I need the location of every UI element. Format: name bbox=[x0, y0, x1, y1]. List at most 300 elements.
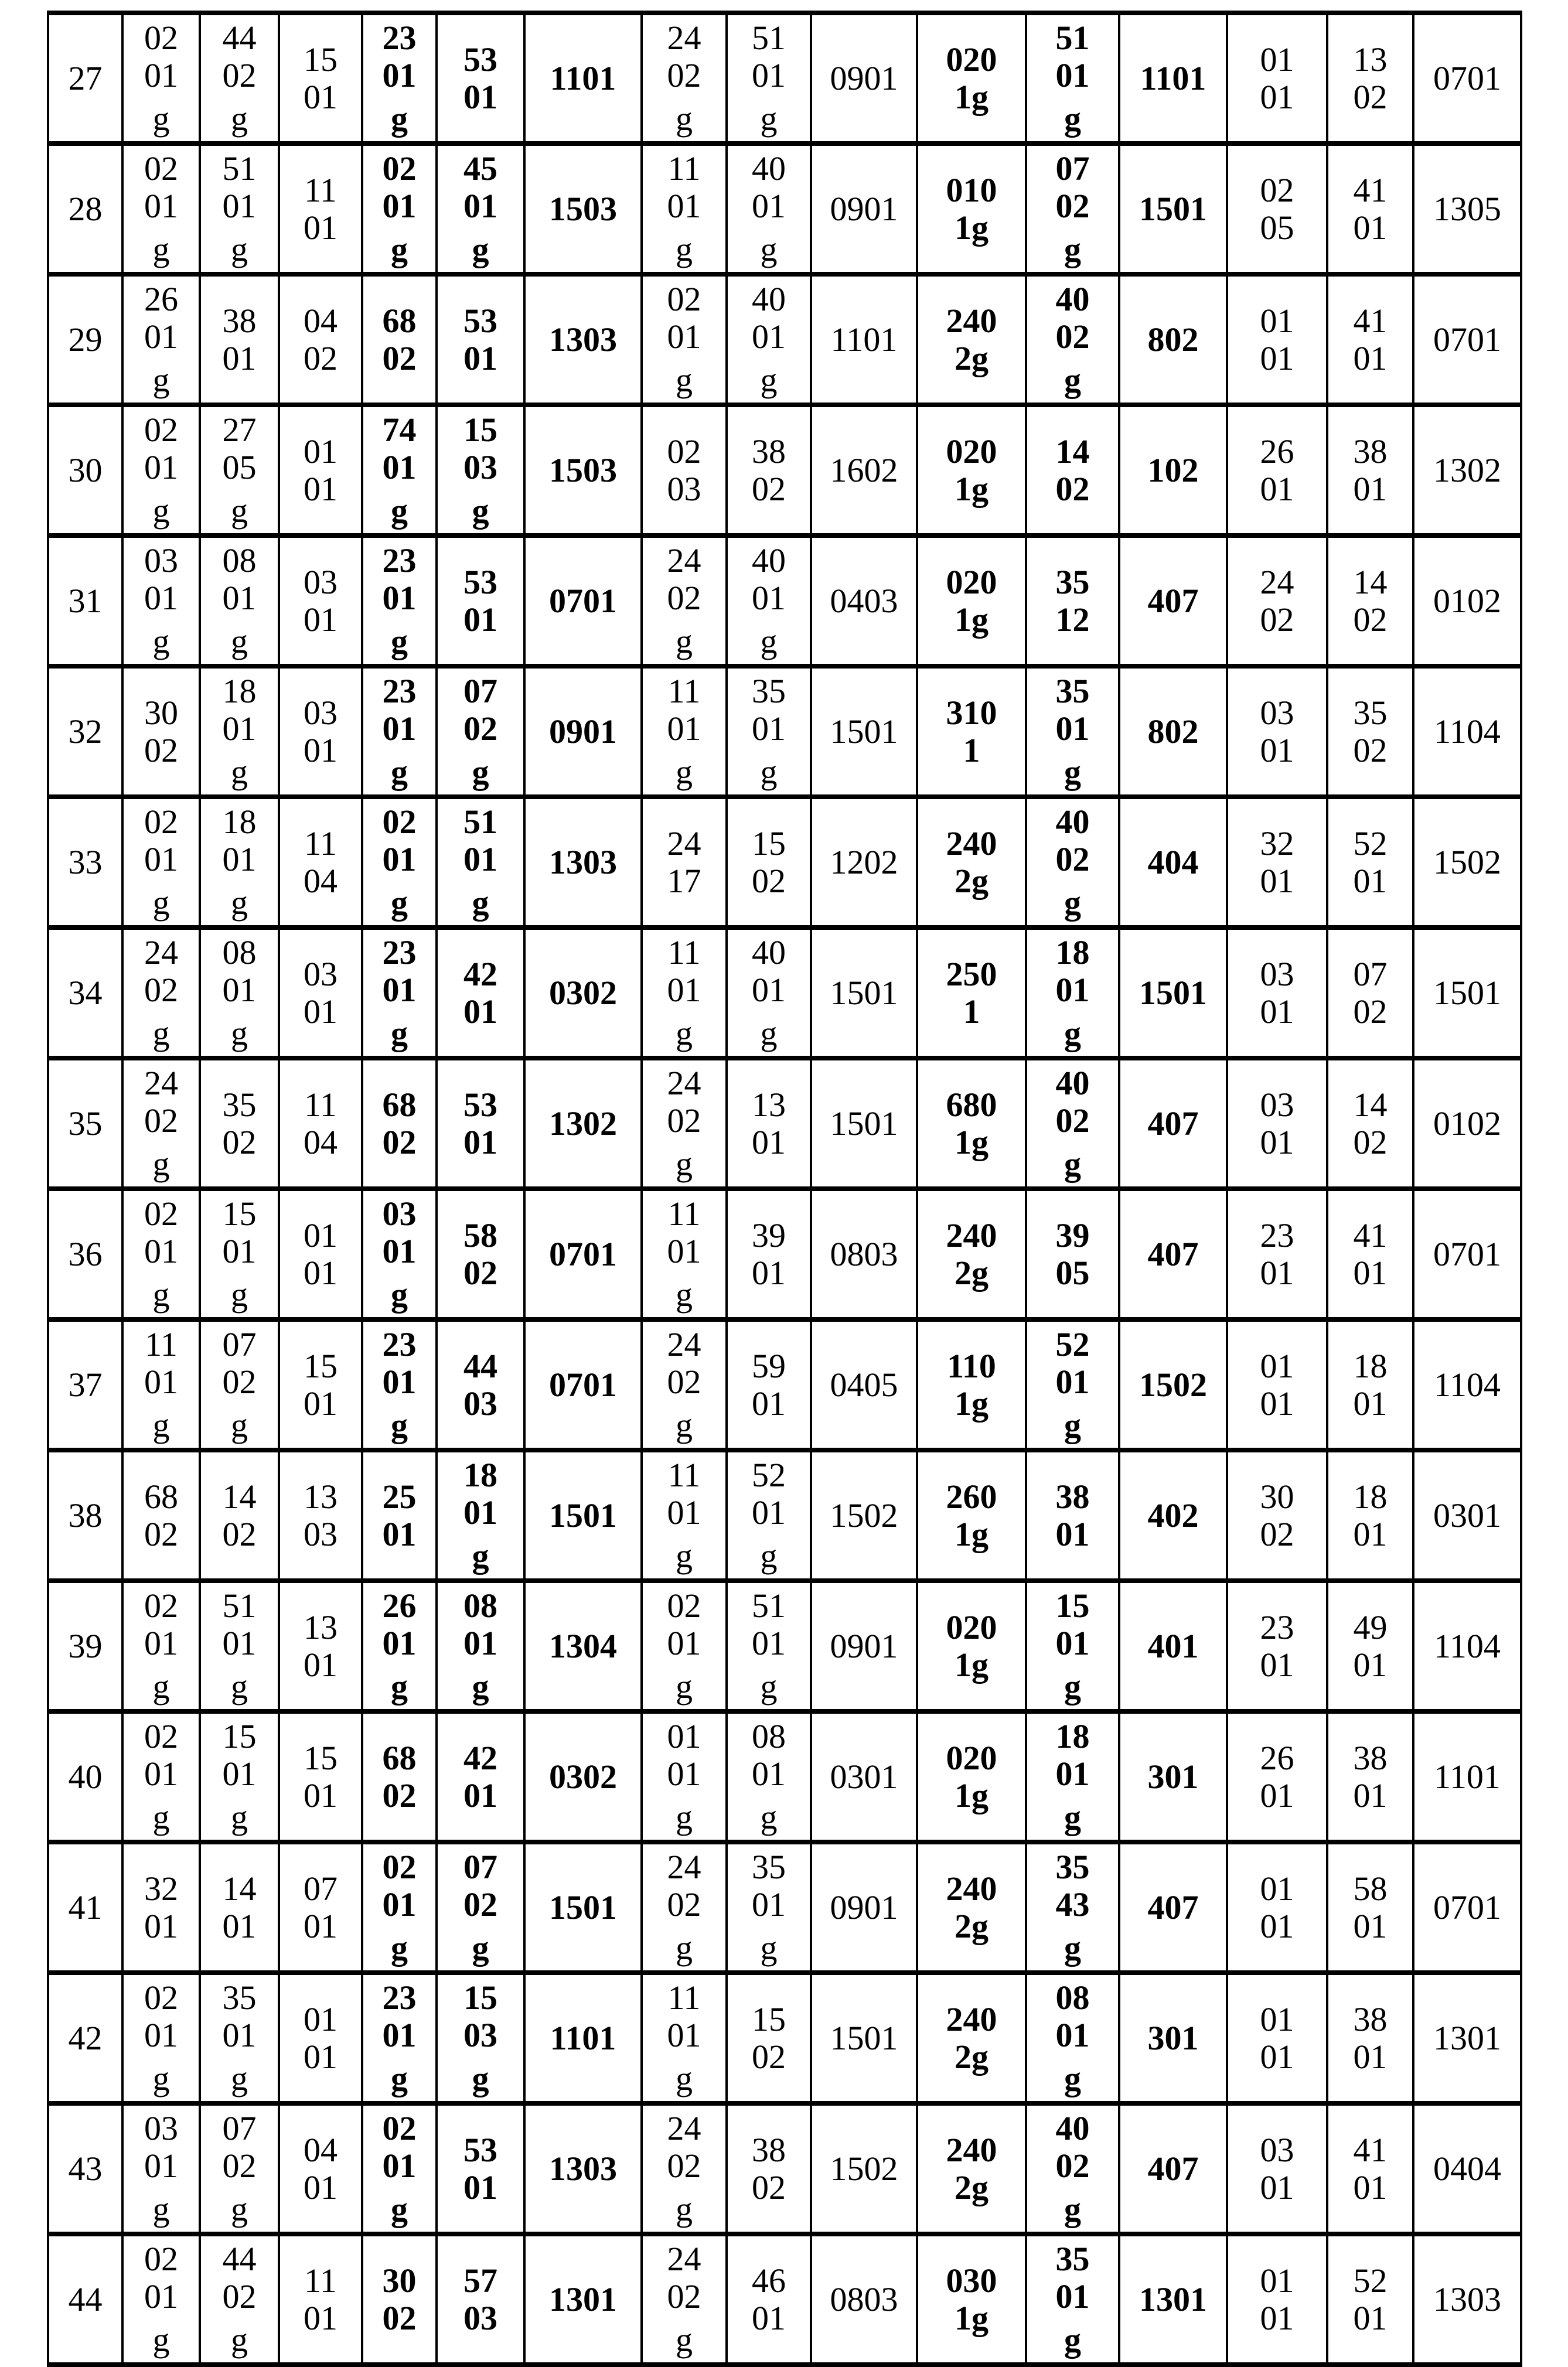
row-number-cell bbox=[48, 1319, 122, 1450]
code-line: 30 bbox=[144, 693, 178, 732]
code-cell bbox=[1227, 1450, 1327, 1581]
code-line: 01 bbox=[667, 1232, 701, 1270]
code-line: 02 bbox=[1353, 600, 1388, 639]
code-line: 01 bbox=[1353, 2298, 1388, 2337]
code-line: 36 bbox=[68, 1234, 103, 1273]
code-line: 1501 bbox=[549, 1496, 617, 1534]
row-number-cell bbox=[48, 1711, 122, 1842]
code-cell bbox=[524, 1973, 642, 2103]
code-line: 52 bbox=[1353, 2261, 1388, 2300]
code-cell bbox=[1227, 1973, 1327, 2103]
code-line: 01 bbox=[304, 731, 338, 769]
code-line: 02 bbox=[144, 2239, 178, 2278]
code-line: 0901 bbox=[830, 189, 898, 228]
code-cell bbox=[917, 1581, 1026, 1711]
code-line: 24 bbox=[667, 1063, 701, 1102]
row-number-cell bbox=[48, 1450, 122, 1581]
code-line: 01 bbox=[144, 448, 178, 486]
code-line: 01 bbox=[1055, 709, 1090, 748]
code-cell bbox=[200, 1450, 279, 1581]
code-line: 01 bbox=[382, 1885, 417, 1923]
code-line: 01 bbox=[1260, 2298, 1294, 2337]
code-line: 23 bbox=[382, 1325, 417, 1363]
code-line: 01 bbox=[1353, 1515, 1388, 1553]
code-line: 13 bbox=[304, 1608, 338, 1646]
code-line: 01 bbox=[752, 2298, 786, 2337]
code-cell bbox=[279, 1711, 362, 1842]
code-line: 35 bbox=[752, 671, 786, 710]
code-cell bbox=[1026, 1711, 1119, 1842]
code-cell bbox=[279, 927, 362, 1058]
code-cell bbox=[524, 1842, 642, 1973]
code-line: g bbox=[676, 622, 693, 660]
code-cell bbox=[1119, 1058, 1227, 1189]
code-line: 1 bbox=[963, 992, 980, 1031]
code-line: 407 bbox=[1147, 1888, 1199, 1926]
code-line: 02 bbox=[1260, 170, 1294, 209]
code-cell bbox=[437, 927, 524, 1058]
code-line: 11 bbox=[667, 933, 701, 971]
code-line: 01 bbox=[144, 578, 178, 617]
code-line: g bbox=[152, 491, 170, 530]
code-cell bbox=[642, 274, 727, 405]
code-line: g bbox=[391, 2059, 408, 2097]
code-cell bbox=[811, 1973, 917, 2103]
code-line: 11 bbox=[304, 824, 337, 862]
code-line: 01 bbox=[1260, 1123, 1294, 1161]
code-cell bbox=[200, 797, 279, 927]
code-cell bbox=[200, 1058, 279, 1189]
code-line: g bbox=[1064, 1928, 1081, 1967]
code-line: g bbox=[1064, 99, 1081, 138]
code-line: 51 bbox=[752, 18, 786, 57]
code-line: 15 bbox=[752, 2000, 786, 2038]
table-row bbox=[48, 927, 1521, 1058]
code-line: 01 bbox=[463, 1624, 497, 1662]
code-line: 1 bbox=[963, 731, 980, 769]
code-cell bbox=[122, 666, 200, 797]
code-line: 35 bbox=[68, 1104, 103, 1142]
code-line: 01 bbox=[304, 2000, 338, 2038]
code-line: 1301 bbox=[1139, 2280, 1207, 2318]
code-cell bbox=[642, 797, 727, 927]
code-line: 01 bbox=[1353, 861, 1388, 900]
code-cell bbox=[362, 797, 437, 927]
code-line: g bbox=[676, 99, 693, 138]
code-line: 24 bbox=[144, 1063, 178, 1102]
code-line: 1g bbox=[955, 1515, 988, 1553]
code-line: 57 bbox=[463, 2261, 497, 2300]
code-line: 01 bbox=[382, 448, 417, 486]
row-number-cell bbox=[48, 927, 122, 1058]
code-cell bbox=[1327, 1581, 1413, 1711]
code-line: 18 bbox=[1353, 1346, 1388, 1385]
code-line: 26 bbox=[144, 279, 178, 318]
code-cell bbox=[917, 2103, 1026, 2234]
row-number-cell bbox=[48, 1058, 122, 1189]
code-line: 01 bbox=[1260, 339, 1294, 377]
code-cell bbox=[279, 13, 362, 144]
code-cell bbox=[279, 797, 362, 927]
code-line: g bbox=[231, 1014, 248, 1052]
code-cell bbox=[1327, 274, 1413, 405]
code-line: 01 bbox=[667, 1717, 701, 1755]
code-cell bbox=[1119, 666, 1227, 797]
table-row bbox=[48, 1319, 1521, 1450]
code-line: 01 bbox=[382, 1232, 417, 1270]
code-line: 03 bbox=[304, 562, 338, 601]
code-line: 59 bbox=[752, 1346, 786, 1385]
code-cell bbox=[1327, 13, 1413, 144]
code-line: 01 bbox=[1260, 2000, 1294, 2038]
code-line: 40 bbox=[1055, 802, 1090, 841]
code-cell bbox=[1026, 405, 1119, 536]
code-line: 1g bbox=[955, 1384, 988, 1423]
code-line: 03 bbox=[463, 2015, 497, 2054]
code-cell bbox=[122, 536, 200, 666]
code-cell bbox=[200, 2103, 279, 2234]
code-line: 42 bbox=[463, 1738, 497, 1777]
code-cell bbox=[917, 13, 1026, 144]
code-line: 1g bbox=[955, 469, 988, 508]
code-line: 11 bbox=[667, 1455, 701, 1494]
code-line: 68 bbox=[382, 301, 417, 340]
code-line: 35 bbox=[752, 1847, 786, 1886]
code-line: 01 bbox=[463, 186, 497, 225]
code-cell bbox=[1119, 144, 1227, 274]
code-line: 2g bbox=[955, 2037, 988, 2076]
code-cell bbox=[811, 405, 917, 536]
code-cell bbox=[1413, 536, 1521, 666]
code-line: 01 bbox=[463, 1776, 497, 1815]
code-cell bbox=[727, 2103, 811, 2234]
code-line: 15 bbox=[752, 824, 786, 862]
code-cell bbox=[1327, 1842, 1413, 1973]
code-cell bbox=[362, 274, 437, 405]
code-cell bbox=[1327, 405, 1413, 536]
code-line: 1303 bbox=[549, 2149, 617, 2188]
code-line: 01 bbox=[222, 578, 257, 617]
code-line: 110 bbox=[947, 1346, 996, 1385]
code-line: 01 bbox=[222, 186, 257, 225]
code-line: g bbox=[152, 2059, 170, 2097]
table-row bbox=[48, 1711, 1521, 1842]
code-cell bbox=[362, 1711, 437, 1842]
code-line: 02 bbox=[752, 861, 786, 900]
code-line: 02 bbox=[1055, 317, 1090, 356]
code-cell bbox=[122, 2103, 200, 2234]
code-line: 11 bbox=[304, 2261, 337, 2300]
code-cell bbox=[279, 274, 362, 405]
code-line: g bbox=[391, 752, 408, 791]
table-row bbox=[48, 2103, 1521, 2234]
code-cell bbox=[437, 1842, 524, 1973]
code-cell bbox=[279, 2234, 362, 2365]
code-line: 1501 bbox=[830, 1104, 898, 1142]
code-line: 41 bbox=[1353, 2130, 1388, 2169]
row-number-cell bbox=[48, 2103, 122, 2234]
code-line: 02 bbox=[1055, 2146, 1090, 2185]
code-line: 0701 bbox=[549, 1234, 617, 1273]
code-cell bbox=[122, 1450, 200, 1581]
code-line: g bbox=[760, 1014, 778, 1052]
code-line: 02 bbox=[382, 2109, 417, 2147]
code-line: 01 bbox=[1353, 339, 1388, 377]
code-line: 1303 bbox=[549, 320, 617, 359]
code-cell bbox=[642, 666, 727, 797]
code-cell bbox=[917, 927, 1026, 1058]
code-line: 15 bbox=[304, 1346, 338, 1385]
code-line: g bbox=[1064, 1014, 1081, 1052]
code-line: 01 bbox=[752, 317, 786, 356]
code-line: 2g bbox=[955, 2168, 988, 2206]
code-line: 01 bbox=[144, 2277, 178, 2315]
code-line: 01 bbox=[1260, 1384, 1294, 1423]
code-line: 240 bbox=[946, 301, 997, 340]
code-cell bbox=[437, 1319, 524, 1450]
code-cell bbox=[1227, 1842, 1327, 1973]
code-cell bbox=[1413, 927, 1521, 1058]
code-line: 03 bbox=[144, 2109, 178, 2147]
code-cell bbox=[1227, 1189, 1327, 1319]
code-cell bbox=[1413, 2234, 1521, 2365]
code-cell bbox=[524, 1319, 642, 1450]
code-line: 01 bbox=[382, 1362, 417, 1401]
code-cell bbox=[917, 666, 1026, 797]
code-cell bbox=[811, 13, 917, 144]
code-line: 04 bbox=[304, 1123, 338, 1161]
code-line: 15 bbox=[463, 410, 497, 449]
code-line: g bbox=[152, 1406, 170, 1444]
code-line: 01 bbox=[1260, 2168, 1294, 2206]
code-cell bbox=[727, 1581, 811, 1711]
code-line: 01 bbox=[1353, 2168, 1388, 2206]
code-line: 13 bbox=[304, 1477, 338, 1516]
code-line: 11 bbox=[667, 1194, 701, 1233]
code-cell bbox=[1119, 1711, 1227, 1842]
row-number-cell bbox=[48, 1973, 122, 2103]
code-cell bbox=[524, 1711, 642, 1842]
code-cell bbox=[1413, 1319, 1521, 1450]
code-line: 26 bbox=[1260, 432, 1294, 470]
code-line: g bbox=[676, 1798, 693, 1836]
code-line: 05 bbox=[1260, 208, 1294, 247]
code-line: g bbox=[676, 752, 693, 791]
code-line: 02 bbox=[222, 56, 257, 94]
code-line: 24 bbox=[667, 541, 701, 579]
code-cell bbox=[1327, 927, 1413, 1058]
code-cell bbox=[1119, 274, 1227, 405]
code-line: g bbox=[676, 2320, 693, 2359]
code-line: 40 bbox=[1055, 279, 1090, 318]
code-line: 14 bbox=[1055, 432, 1090, 470]
code-cell bbox=[437, 1973, 524, 2103]
code-line: 07 bbox=[1353, 954, 1388, 993]
code-cell bbox=[1026, 274, 1119, 405]
table-row bbox=[48, 797, 1521, 927]
code-line: 1502 bbox=[1139, 1365, 1207, 1404]
code-line: 01 bbox=[752, 1493, 786, 1532]
row-number-cell bbox=[48, 797, 122, 927]
code-line: 01 bbox=[752, 56, 786, 94]
code-line: 1101 bbox=[1140, 59, 1206, 97]
code-line: 01 bbox=[1055, 2277, 1090, 2315]
code-cell bbox=[1327, 1973, 1413, 2103]
code-line: g bbox=[231, 1798, 248, 1836]
code-line: 07 bbox=[222, 2109, 257, 2147]
code-line: 51 bbox=[222, 1586, 257, 1625]
code-cell bbox=[122, 405, 200, 536]
code-line: 17 bbox=[667, 861, 701, 900]
code-line: 02 bbox=[222, 2277, 257, 2315]
code-line: g bbox=[472, 491, 489, 530]
code-cell bbox=[524, 536, 642, 666]
code-line: 02 bbox=[1055, 186, 1090, 225]
code-line: 38 bbox=[1055, 1477, 1090, 1516]
code-line: 0803 bbox=[830, 2280, 898, 2318]
code-line: 01 bbox=[382, 2015, 417, 2054]
code-cell bbox=[437, 2234, 524, 2365]
code-cell bbox=[1119, 1581, 1227, 1711]
code-line: 24 bbox=[667, 1847, 701, 1886]
code-line: 35 bbox=[1055, 1847, 1090, 1886]
code-line: 02 bbox=[144, 1194, 178, 1233]
code-cell bbox=[122, 1711, 200, 1842]
code-cell bbox=[200, 405, 279, 536]
code-cell bbox=[362, 1973, 437, 2103]
code-line: 01 bbox=[752, 970, 786, 1009]
code-cell bbox=[437, 1058, 524, 1189]
code-line: g bbox=[1064, 1144, 1081, 1183]
code-line: 02 bbox=[144, 149, 178, 187]
code-line: 1g bbox=[955, 208, 988, 247]
code-line: 24 bbox=[667, 1325, 701, 1363]
code-line: 01 bbox=[144, 2015, 178, 2054]
code-cell bbox=[1413, 144, 1521, 274]
code-line: 01 bbox=[144, 2146, 178, 2185]
code-line: 15 bbox=[222, 1717, 257, 1755]
code-line: 1304 bbox=[549, 1626, 617, 1665]
code-line: 260 bbox=[946, 1477, 997, 1516]
code-cell bbox=[279, 1319, 362, 1450]
code-line: 15 bbox=[1055, 1586, 1090, 1625]
code-cell bbox=[917, 144, 1026, 274]
code-cell bbox=[1413, 1711, 1521, 1842]
code-line: g bbox=[231, 491, 248, 530]
code-line: 53 bbox=[463, 1085, 497, 1124]
code-line: 02 bbox=[304, 339, 338, 377]
code-line: 010 bbox=[946, 170, 997, 209]
code-line: 2g bbox=[955, 339, 988, 377]
code-cell bbox=[811, 927, 917, 1058]
code-line: 08 bbox=[222, 933, 257, 971]
code-line: 2g bbox=[955, 1906, 988, 1945]
code-cell bbox=[811, 144, 917, 274]
code-line: 01 bbox=[144, 56, 178, 94]
code-cell bbox=[811, 1450, 917, 1581]
code-line: 05 bbox=[222, 448, 257, 486]
code-cell bbox=[362, 2103, 437, 2234]
code-line: 32 bbox=[144, 1869, 178, 1908]
code-cell bbox=[279, 1189, 362, 1319]
code-cell bbox=[1413, 1581, 1521, 1711]
code-line: 01 bbox=[144, 1906, 178, 1945]
code-line: 01 bbox=[222, 970, 257, 1009]
code-line: 08 bbox=[463, 1586, 497, 1625]
table-row bbox=[48, 1842, 1521, 1973]
code-line: 1101 bbox=[550, 2018, 616, 2057]
code-cell bbox=[524, 2103, 642, 2234]
code-cell bbox=[642, 2103, 727, 2234]
code-line: 03 bbox=[144, 541, 178, 579]
code-line: 02 bbox=[463, 1253, 497, 1292]
code-cell bbox=[1227, 1581, 1327, 1711]
code-line: 24 bbox=[667, 18, 701, 57]
code-line: g bbox=[676, 360, 693, 399]
code-line: 0701 bbox=[1433, 1888, 1501, 1926]
code-line: 1104 bbox=[1434, 1365, 1501, 1404]
code-cell bbox=[200, 666, 279, 797]
code-line: 01 bbox=[463, 77, 497, 116]
code-line: 53 bbox=[463, 2130, 497, 2169]
code-cell bbox=[642, 1842, 727, 1973]
code-line: 03 bbox=[304, 693, 338, 732]
code-line: 01 bbox=[1353, 1384, 1388, 1423]
code-line: 30 bbox=[1260, 1477, 1294, 1516]
code-line: g bbox=[152, 1144, 170, 1183]
code-line: g bbox=[760, 622, 778, 660]
code-line: g bbox=[760, 752, 778, 791]
code-cell bbox=[1227, 274, 1327, 405]
code-line: 0102 bbox=[1433, 1104, 1501, 1142]
code-line: 310 bbox=[946, 693, 997, 732]
code-cell bbox=[727, 13, 811, 144]
code-cell bbox=[1227, 536, 1327, 666]
code-line: 01 bbox=[1353, 1906, 1388, 1945]
code-line: 03 bbox=[667, 469, 701, 508]
code-cell bbox=[727, 1711, 811, 1842]
code-line: 01 bbox=[463, 2168, 497, 2206]
code-line: 18 bbox=[222, 802, 257, 841]
code-line: 402 bbox=[1147, 1496, 1199, 1534]
code-line: 02 bbox=[144, 970, 178, 1009]
code-line: 03 bbox=[304, 1515, 338, 1553]
code-line: g bbox=[472, 752, 489, 791]
code-line: 04 bbox=[304, 301, 338, 340]
code-line: 40 bbox=[752, 541, 786, 579]
code-line: 28 bbox=[68, 189, 103, 228]
code-line: 020 bbox=[946, 40, 997, 79]
code-line: 40 bbox=[752, 933, 786, 971]
code-line: 01 bbox=[1260, 77, 1294, 116]
code-line: 0901 bbox=[830, 1888, 898, 1926]
code-cell bbox=[524, 1581, 642, 1711]
code-line: 0901 bbox=[549, 712, 617, 751]
code-cell bbox=[437, 1581, 524, 1711]
code-cell bbox=[122, 1581, 200, 1711]
code-line: 01 bbox=[1055, 1362, 1090, 1401]
code-cell bbox=[1327, 1450, 1413, 1581]
code-line: 42 bbox=[463, 954, 497, 993]
code-line: 01 bbox=[222, 709, 257, 748]
code-line: 68 bbox=[144, 1477, 178, 1516]
code-line: 02 bbox=[382, 1847, 417, 1886]
code-line: 51 bbox=[1055, 18, 1090, 57]
code-cell bbox=[362, 666, 437, 797]
code-line: 46 bbox=[752, 2261, 786, 2300]
code-cell bbox=[642, 1450, 727, 1581]
code-line: g bbox=[152, 1798, 170, 1836]
